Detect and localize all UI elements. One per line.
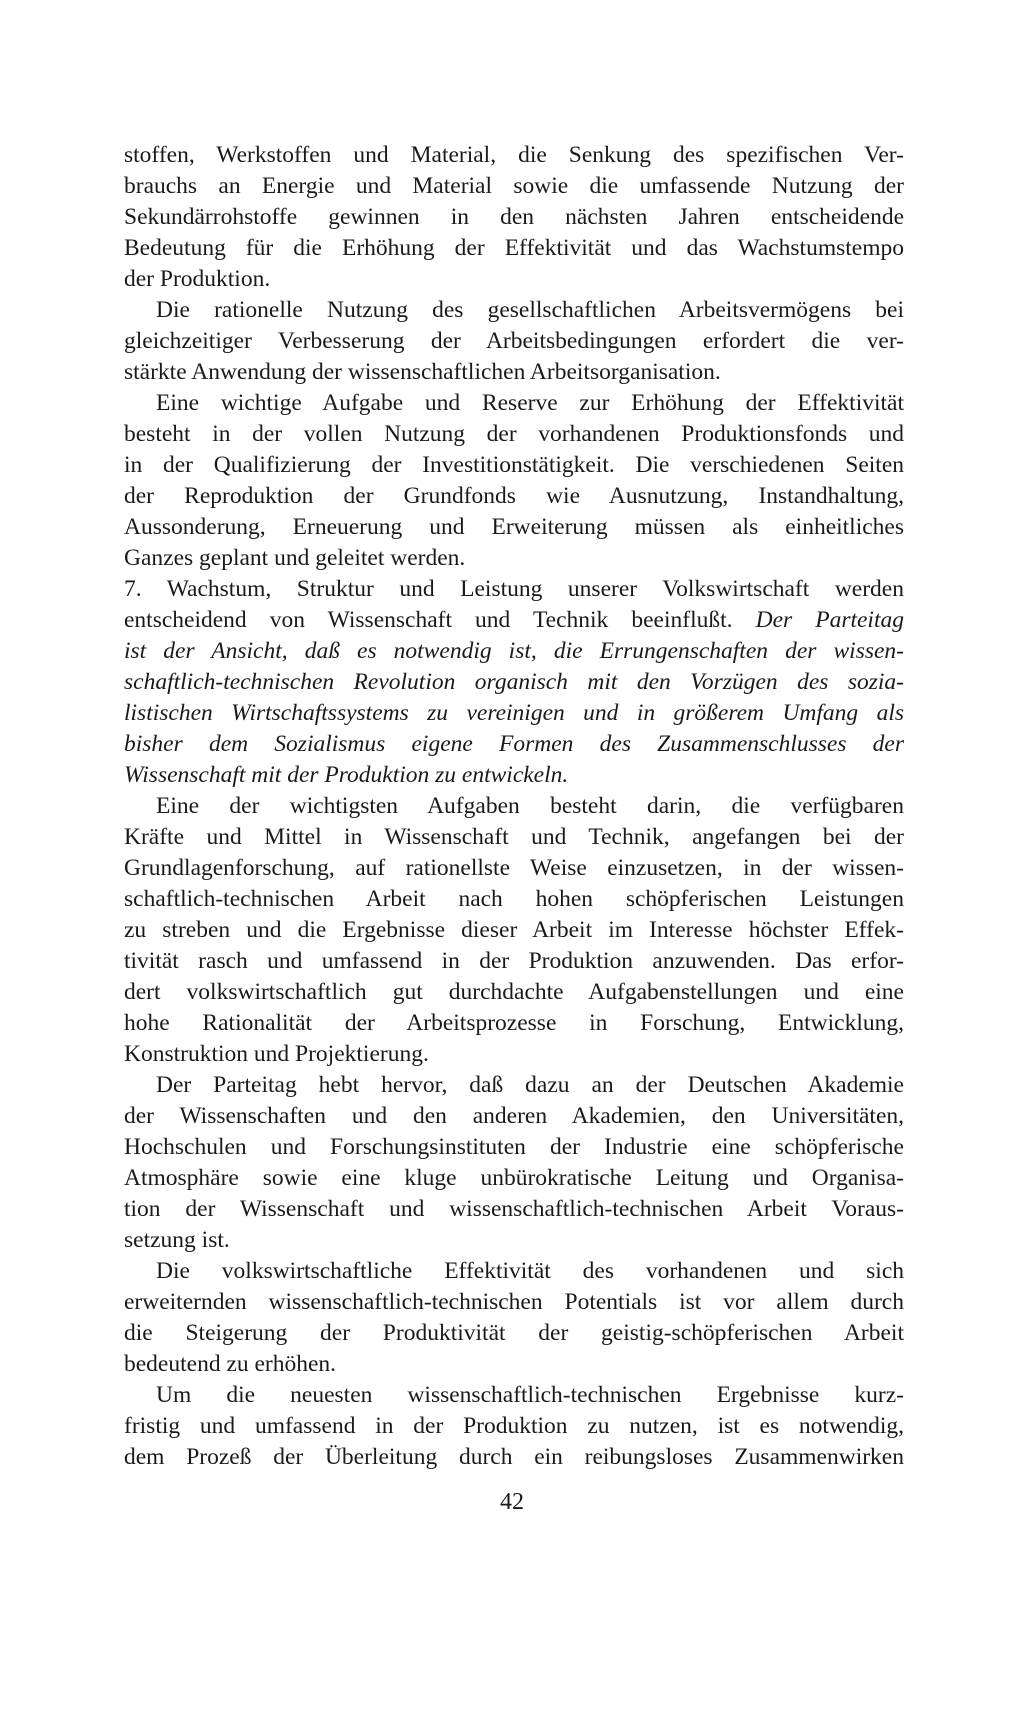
- italic-text-line: listischen Wirtschaftssystems zu vereinigen und in größerem Umfang als: [124, 700, 904, 726]
- text-line: dert volkswirtschaftlich gut durchdachte Aufgabenstellungen und eine: [124, 979, 904, 1005]
- paragraph: [124, 1256, 904, 1380]
- text-line: der Produktion.: [124, 266, 271, 292]
- paragraph: [124, 1380, 904, 1473]
- italic-text-run: Der Parteitag: [755, 607, 904, 633]
- text-run: entscheidend von Wissenschaft und Technik beeinflußt.: [124, 607, 733, 633]
- text-line: tivität rasch und umfassend in der Produktion anzuwenden. Das erfor-: [124, 948, 904, 974]
- text-line: erweiternden wissenschaftlich-technischen Potentials ist vor allem durch: [124, 1289, 904, 1315]
- text-line: Die rationelle Nutzung des gesellschaftlichen Arbeitsvermögens bei: [156, 297, 904, 323]
- text-line: in der Qualifizierung der Investitionstätigkeit. Die verschiedenen Seiten: [124, 452, 904, 478]
- text-line: brauchs an Energie und Material sowie die umfassende Nutzung der: [124, 173, 904, 199]
- text-line: zu streben und die Ergebnisse dieser Arbeit im Interesse höchster Effek-: [124, 917, 904, 943]
- text-line: der Reproduktion der Grundfonds wie Ausnutzung, Instandhaltung,: [124, 483, 904, 509]
- text-line: Aussonderung, Erneuerung und Erweiterung müssen als einheitliches: [124, 514, 904, 540]
- text-line: bedeutend zu erhöhen.: [124, 1351, 337, 1377]
- text-line: Sekundärrohstoffe gewinnen in den nächsten Jahren entscheidende: [124, 204, 904, 230]
- text-line: 7. Wachstum, Struktur und Leistung unserer Volkswirtschaft werden: [124, 576, 904, 602]
- text-line: [124, 605, 904, 636]
- text-line: gleichzeitiger Verbesserung der Arbeitsbedingungen erfordert die ver-: [124, 328, 904, 354]
- italic-text-line: bisher dem Sozialismus eigene Formen des Zusammenschlusses der: [124, 731, 904, 757]
- italic-text-line: ist der Ansicht, daß es notwendig ist, die Errungenschaften der wissen-: [124, 638, 904, 664]
- text-line: die Steigerung der Produktivität der geistig-schöpferischen Arbeit: [124, 1320, 904, 1346]
- text-line: Bedeutung für die Erhöhung der Effektivität und das Wachstumstempo: [124, 235, 904, 261]
- text-line: hohe Rationalität der Arbeitsprozesse in Forschung, Entwicklung,: [124, 1010, 904, 1036]
- text-line: schaftlich-technischen Arbeit nach hohen schöpferischen Leistungen: [124, 886, 904, 912]
- page-body: [124, 140, 904, 1473]
- text-line: Eine wichtige Aufgabe und Reserve zur Erhöhung der Effektivität: [156, 390, 904, 416]
- page-number: 42: [500, 1489, 524, 1515]
- text-line: der Wissenschaften und den anderen Akademien, den Universitäten,: [124, 1103, 904, 1129]
- text-line: Konstruktion und Projektierung.: [124, 1041, 429, 1067]
- text-line: dem Prozeß der Überleitung durch ein reibungsloses Zusammenwirken: [124, 1444, 904, 1470]
- text-line: Ganzes geplant und geleitet werden.: [124, 545, 466, 571]
- text-line: Der Parteitag hebt hervor, daß dazu an der Deutschen Akademie: [156, 1072, 904, 1098]
- text-line: Grundlagenforschung, auf rationellste Weise einzusetzen, in der wissen-: [124, 855, 904, 881]
- text-line: Hochschulen und Forschungsinstituten der Industrie eine schöpferische: [124, 1134, 904, 1160]
- text-line: Atmosphäre sowie eine kluge unbürokratische Leitung und Organisa-: [124, 1165, 904, 1191]
- paragraph: [124, 140, 904, 295]
- italic-text-line: schaftlich-technischen Revolution organisch mit den Vorzügen des sozia-: [124, 669, 904, 695]
- text-line: stärkte Anwendung der wissenschaftlichen Arbeitsorganisation.: [124, 359, 721, 385]
- text-line: stoffen, Werkstoffen und Material, die Senkung des spezifischen Ver-: [124, 142, 904, 168]
- paragraph-section-7: [124, 574, 904, 791]
- text-line: Kräfte und Mittel in Wissenschaft und Technik, angefangen bei der: [124, 824, 904, 850]
- text-line: Eine der wichtigsten Aufgaben besteht darin, die verfügbaren: [156, 793, 904, 819]
- text-line: besteht in der vollen Nutzung der vorhandenen Produktionsfonds und: [124, 421, 904, 447]
- paragraph: [124, 388, 904, 574]
- text-line: tion der Wissenschaft und wissenschaftlich-technischen Arbeit Voraus-: [124, 1196, 904, 1222]
- paragraph: [124, 295, 904, 388]
- italic-text-line: Wissenschaft mit der Produktion zu entwickeln.: [124, 762, 569, 788]
- paragraph: [124, 791, 904, 1070]
- text-line: fristig und umfassend in der Produktion zu nutzen, ist es notwendig,: [124, 1413, 904, 1439]
- text-line: Die volkswirtschaftliche Effektivität des vorhandenen und sich: [156, 1258, 904, 1284]
- text-line: setzung ist.: [124, 1227, 230, 1253]
- text-line: Um die neuesten wissenschaftlich-technischen Ergebnisse kurz-: [156, 1382, 904, 1408]
- paragraph: [124, 1070, 904, 1256]
